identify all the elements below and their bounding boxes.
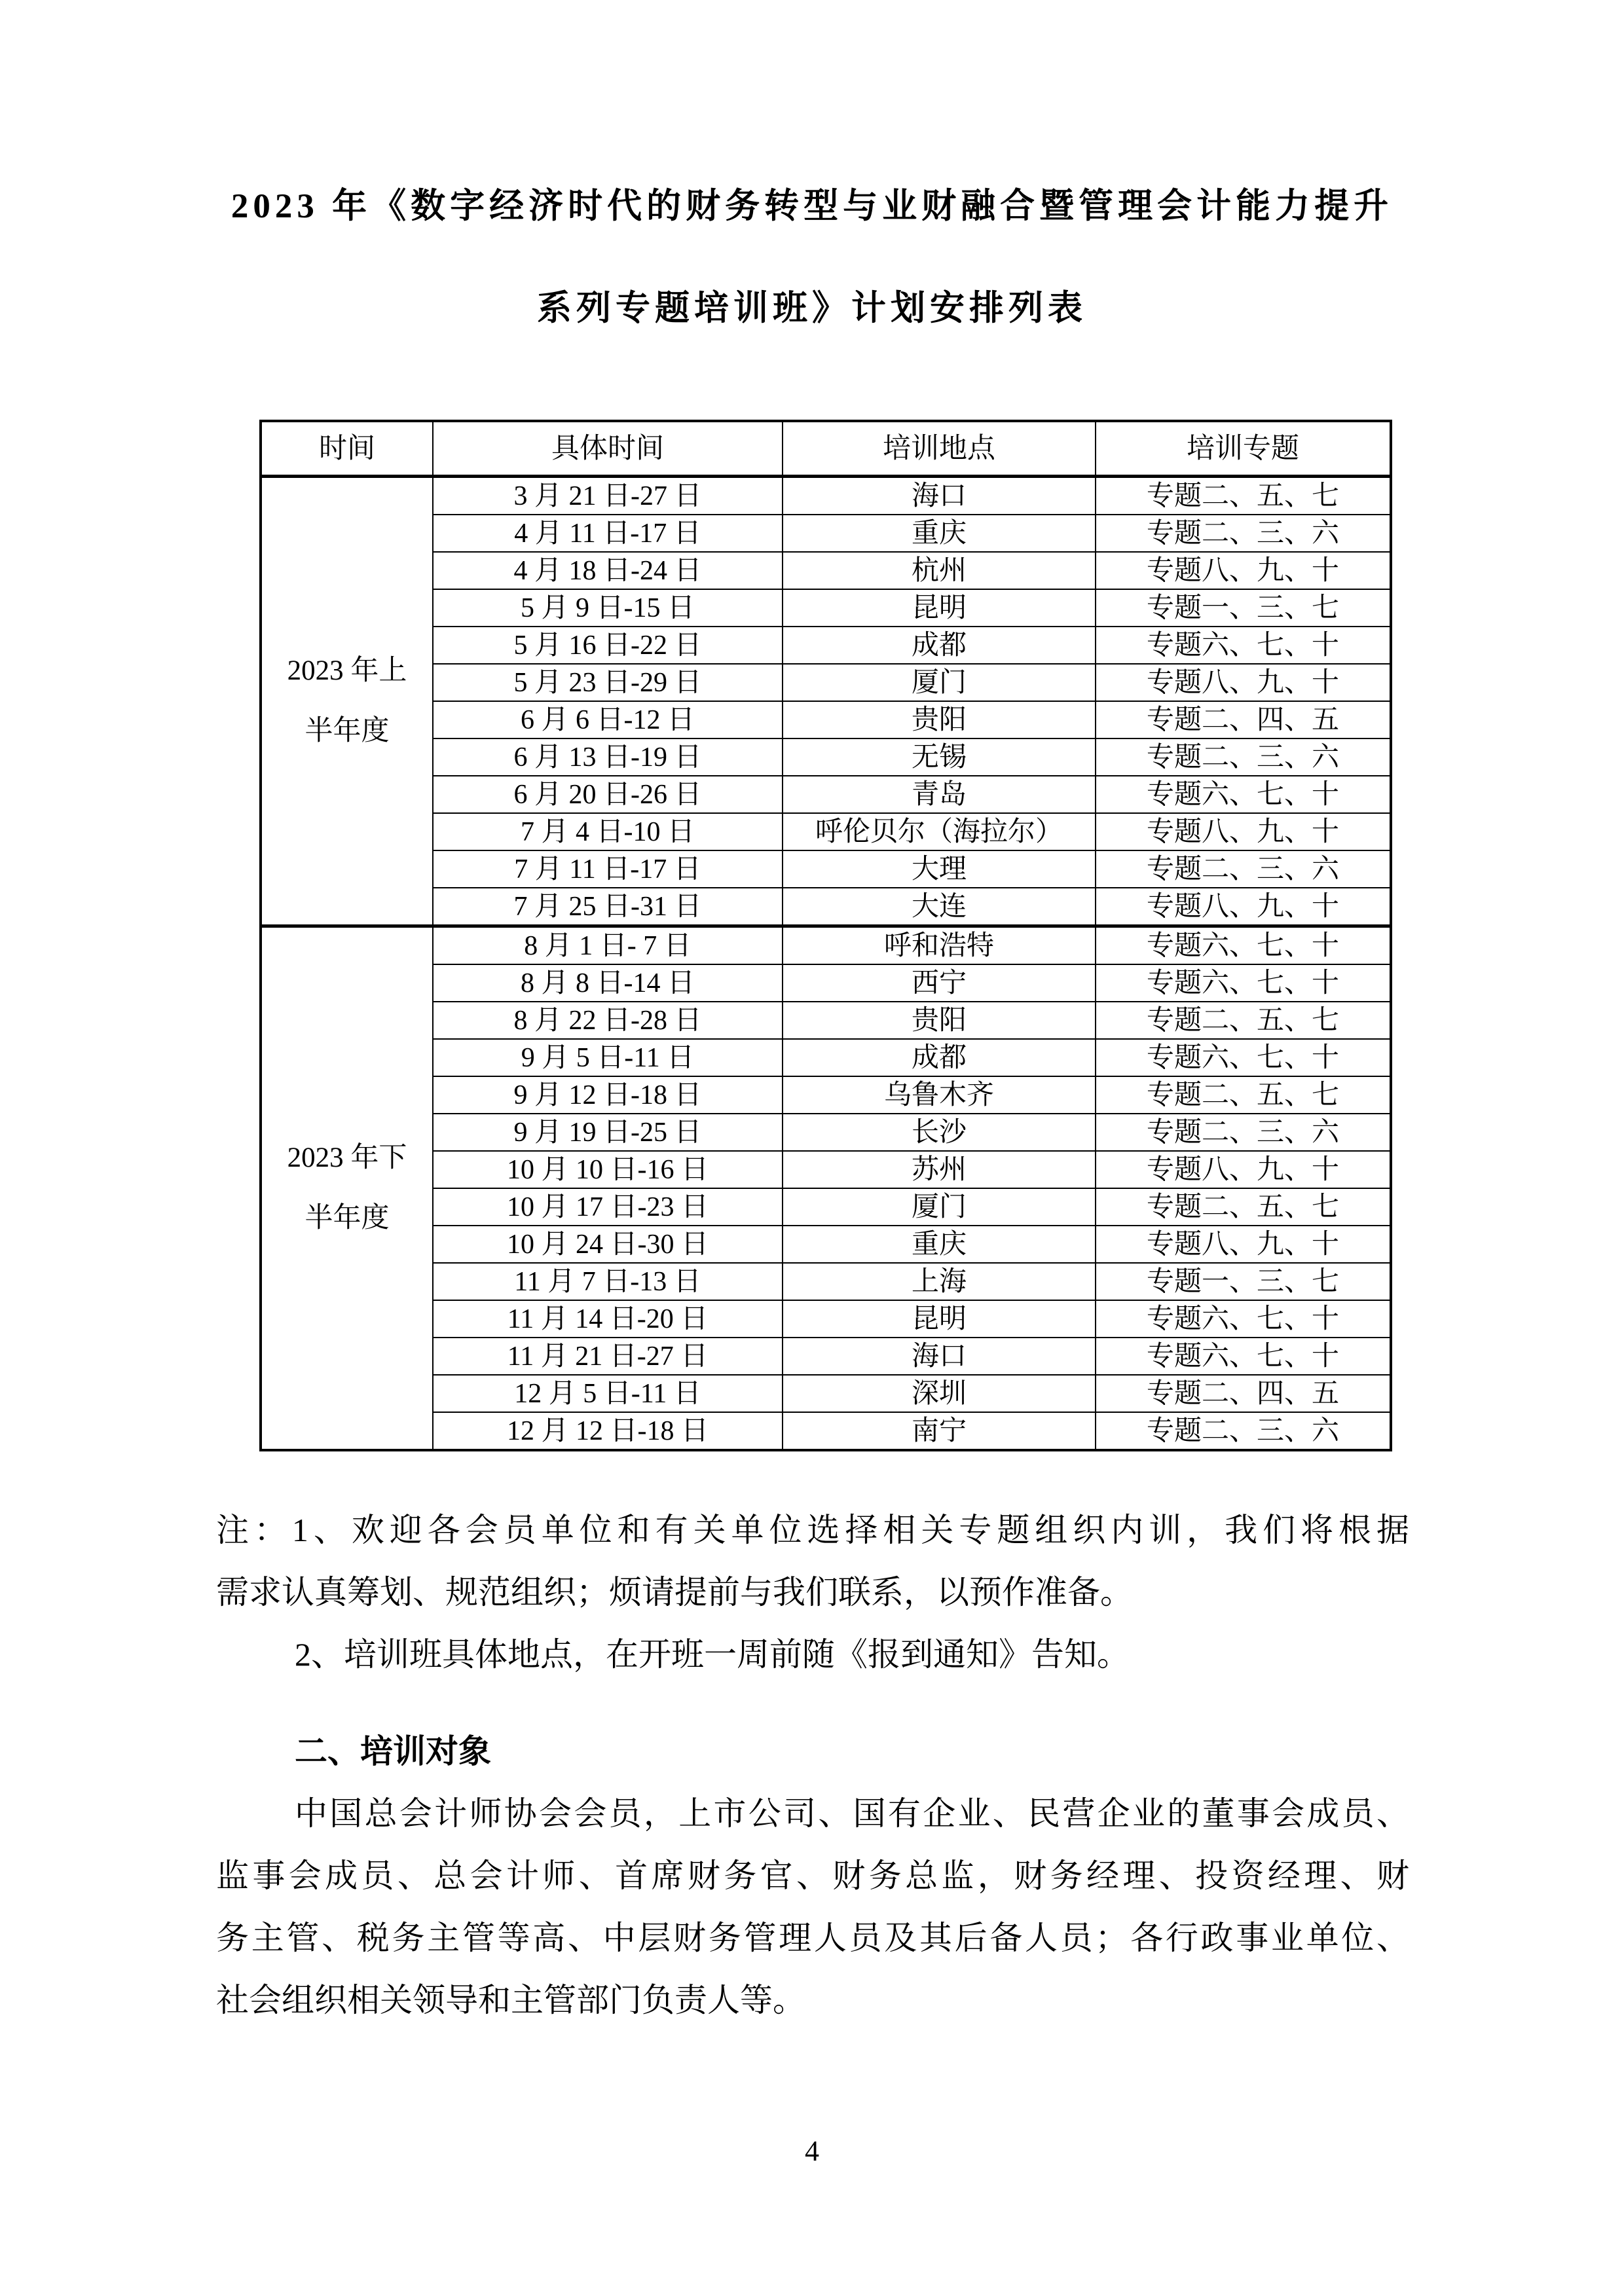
- location-cell: 呼伦贝尔（海拉尔）: [783, 813, 1096, 850]
- date-cell: 4 月 11 日-17 日: [433, 515, 783, 552]
- paragraph-line: 社会组织相关领导和主管部门负责人等。: [216, 1982, 805, 2018]
- period-line: 半年度: [304, 716, 390, 746]
- location-cell: 无锡: [783, 738, 1096, 776]
- date-cell: 10 月 24 日-30 日: [433, 1226, 783, 1263]
- location-cell: 厦门: [783, 664, 1096, 701]
- page-title: [108, 185, 1516, 330]
- location-cell: 重庆: [783, 515, 1096, 552]
- topics-cell: 专题二、三、六: [1096, 515, 1391, 552]
- topics-cell: 专题二、五、七: [1096, 1076, 1391, 1114]
- page-number: 4: [805, 2135, 819, 2167]
- title-line-1: 2023 年《数字经济时代的财务转型与业财融合暨管理会计能力提升: [231, 187, 1393, 225]
- paragraph-line: 中国总会计师协会会员，上市公司、国有企业、民营企业的董事会成员、: [295, 1795, 1409, 1832]
- topics-cell: 专题二、五、七: [1096, 477, 1391, 515]
- header-time: 时间: [261, 421, 433, 477]
- date-cell: 12 月 12 日-18 日: [433, 1412, 783, 1450]
- location-cell: 海口: [783, 1338, 1096, 1375]
- topics-cell: 专题一、三、七: [1096, 1263, 1391, 1300]
- topics-cell: 专题二、五、七: [1096, 1188, 1391, 1226]
- topics-cell: 专题二、三、六: [1096, 1412, 1391, 1450]
- location-cell: 昆明: [783, 589, 1096, 627]
- training-schedule-table: [259, 420, 1392, 1451]
- date-cell: 10 月 17 日-23 日: [433, 1188, 783, 1226]
- date-cell: 7 月 11 日-17 日: [433, 850, 783, 888]
- period-line: 2023 年上: [287, 655, 407, 686]
- topics-cell: 专题六、七、十: [1096, 627, 1391, 664]
- date-cell: 6 月 13 日-19 日: [433, 738, 783, 776]
- topics-cell: 专题二、三、六: [1096, 738, 1391, 776]
- date-cell: 9 月 5 日-11 日: [433, 1039, 783, 1076]
- date-cell: 5 月 16 日-22 日: [433, 627, 783, 664]
- topics-cell: 专题六、七、十: [1096, 1338, 1391, 1375]
- location-cell: 上海: [783, 1263, 1096, 1300]
- table-row: [261, 477, 1391, 515]
- date-cell: 7 月 4 日-10 日: [433, 813, 783, 850]
- date-cell: 11 月 21 日-27 日: [433, 1338, 783, 1375]
- topics-cell: 专题六、七、十: [1096, 1039, 1391, 1076]
- topics-cell: 专题二、三、六: [1096, 1114, 1391, 1151]
- location-cell: 贵阳: [783, 1002, 1096, 1039]
- topics-cell: 专题二、四、五: [1096, 701, 1391, 738]
- location-cell: 昆明: [783, 1300, 1096, 1338]
- topics-cell: 专题六、七、十: [1096, 926, 1391, 965]
- date-cell: 4 月 18 日-24 日: [433, 552, 783, 589]
- period-line: 2023 年下: [287, 1142, 407, 1173]
- date-cell: 12 月 5 日-11 日: [433, 1375, 783, 1412]
- location-cell: 大连: [783, 888, 1096, 926]
- topics-cell: 专题六、七、十: [1096, 776, 1391, 813]
- topics-cell: 专题八、九、十: [1096, 552, 1391, 589]
- paragraph-line: 监事会成员、总会计师、首席财务官、财务总监，财务经理、投资经理、财: [216, 1857, 1409, 1894]
- location-cell: 乌鲁木齐: [783, 1076, 1096, 1114]
- location-cell: 苏州: [783, 1151, 1096, 1188]
- topics-cell: 专题八、九、十: [1096, 1226, 1391, 1263]
- location-cell: 厦门: [783, 1188, 1096, 1226]
- date-cell: 6 月 20 日-26 日: [433, 776, 783, 813]
- location-cell: 成都: [783, 1039, 1096, 1076]
- paragraph-line: 务主管、税务主管等高、中层财务管理人员及其后备人员；各行政事业单位、: [216, 1920, 1409, 1956]
- location-cell: 杭州: [783, 552, 1096, 589]
- location-cell: 重庆: [783, 1226, 1096, 1263]
- table-header-row: [261, 421, 1391, 477]
- topics-cell: 专题八、九、十: [1096, 1151, 1391, 1188]
- schedule-table-body: [261, 477, 1391, 1451]
- location-cell: 长沙: [783, 1114, 1096, 1151]
- date-cell: 8 月 8 日-14 日: [433, 964, 783, 1002]
- date-cell: 10 月 10 日-16 日: [433, 1151, 783, 1188]
- period-line: 半年度: [304, 1203, 390, 1233]
- topics-cell: 专题二、三、六: [1096, 850, 1391, 888]
- topics-cell: 专题六、七、十: [1096, 964, 1391, 1002]
- topics-cell: 专题八、九、十: [1096, 664, 1391, 701]
- topics-cell: 专题八、九、十: [1096, 888, 1391, 926]
- date-cell: 7 月 25 日-31 日: [433, 888, 783, 926]
- note-line-3: 2、培训班具体地点，在开班一周前随《报到通知》告知。: [295, 1636, 1130, 1673]
- header-location: 培训地点: [783, 421, 1096, 477]
- date-cell: 5 月 9 日-15 日: [433, 589, 783, 627]
- date-cell: 9 月 12 日-18 日: [433, 1076, 783, 1114]
- location-cell: 深圳: [783, 1375, 1096, 1412]
- header-topic: 培训专题: [1096, 421, 1391, 477]
- location-cell: 成都: [783, 627, 1096, 664]
- period-cell: [261, 926, 433, 1451]
- date-cell: 3 月 21 日-27 日: [433, 477, 783, 515]
- topics-cell: 专题六、七、十: [1096, 1300, 1391, 1338]
- note-line-1: 注：1、欢迎各会员单位和有关单位选择相关专题组织内训，我们将根据: [216, 1512, 1409, 1548]
- location-cell: 大理: [783, 850, 1096, 888]
- location-cell: 青岛: [783, 776, 1096, 813]
- period-cell: [261, 477, 433, 926]
- location-cell: 海口: [783, 477, 1096, 515]
- header-specific-time: 具体时间: [433, 421, 783, 477]
- location-cell: 呼和浩特: [783, 926, 1096, 965]
- training-audience-paragraph: [216, 1783, 1409, 2032]
- topics-cell: 专题二、四、五: [1096, 1375, 1391, 1412]
- date-cell: 8 月 22 日-28 日: [433, 1002, 783, 1039]
- date-cell: 8 月 1 日- 7 日: [433, 926, 783, 965]
- date-cell: 9 月 19 日-25 日: [433, 1114, 783, 1151]
- topics-cell: 专题一、三、七: [1096, 589, 1391, 627]
- date-cell: 11 月 7 日-13 日: [433, 1263, 783, 1300]
- note-line-2: 需求认真筹划、规范组织；烦请提前与我们联系，以预作准备。: [216, 1574, 1133, 1611]
- location-cell: 贵阳: [783, 701, 1096, 738]
- date-cell: 11 月 14 日-20 日: [433, 1300, 783, 1338]
- location-cell: 南宁: [783, 1412, 1096, 1450]
- section-heading: 二、培训对象: [295, 1733, 491, 1770]
- table-row: [261, 926, 1391, 965]
- topics-cell: 专题二、五、七: [1096, 1002, 1391, 1039]
- topics-cell: 专题八、九、十: [1096, 813, 1391, 850]
- title-line-2: 系列专题培训班》计划安排列表: [537, 289, 1087, 327]
- location-cell: 西宁: [783, 964, 1096, 1002]
- notes: [216, 1499, 1409, 1686]
- date-cell: 6 月 6 日-12 日: [433, 701, 783, 738]
- date-cell: 5 月 23 日-29 日: [433, 664, 783, 701]
